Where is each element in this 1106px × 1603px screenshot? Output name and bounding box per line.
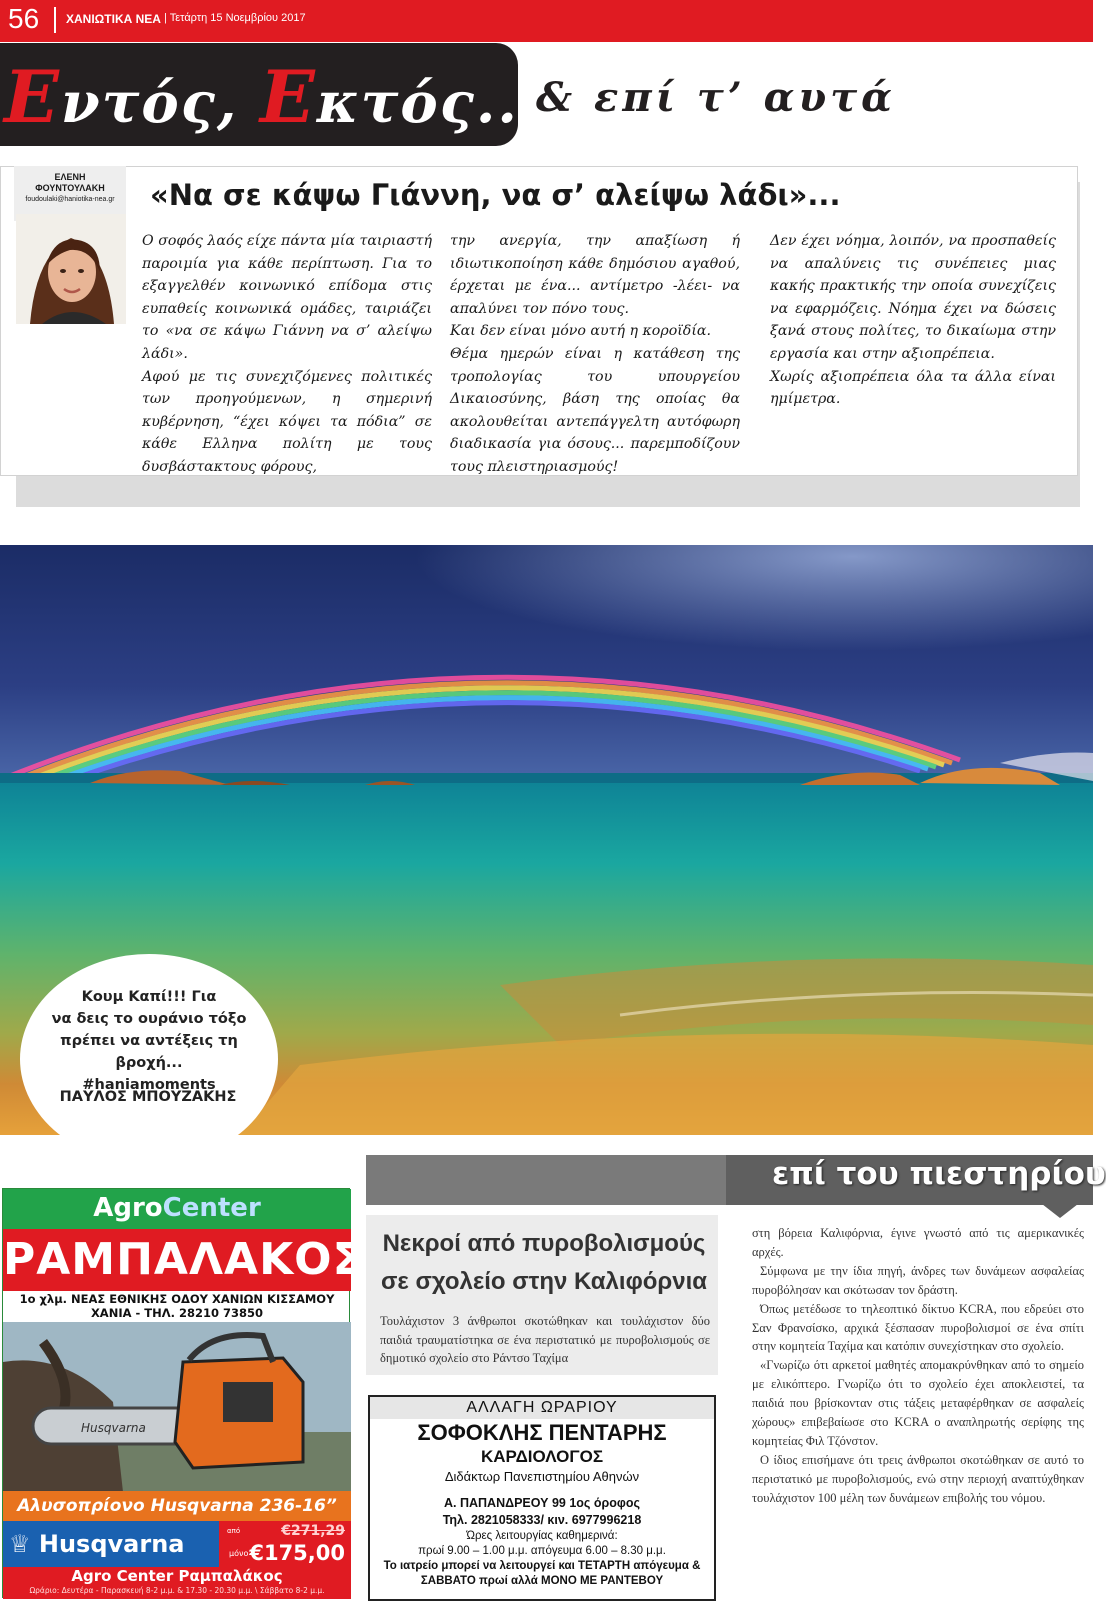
opinion-paragraph: Δεν έχει νόημα, λοιπόν, να προσπαθείς να απαλύνεις τις συνέπειες μιας κακής πρακτικής την οποία συνεχίζεις να εφαρμόζεις. Νόημα έχει να δώσεις ξανά στους πολίτες, το δικαίωμα στην εργασία και στην αξιοπρέπεια. (770, 233, 1056, 362)
photo-caption-line: να δεις το ουράνιο τόξο (51, 1011, 247, 1027)
ad-product-model: Αλυσοπρίονο Husqvarna 236-16” (3, 1491, 351, 1521)
opinion-paragraph: Θέμα ημερών είναι η κατάθεση της τροπολογίας του υπουργείου Δικαιοσύνης, βάση της οποίας θα ακολουθείται αντεπάγγελτη αυτόφωρη διαδικασία για όσους... παρεμποδίζουν τους πλειστηριασμούς! (450, 345, 740, 475)
ad-footer-name: Agro Center Ραμπαλάκος (71, 1567, 283, 1585)
ad-opening-hours: Ωράριο: Δευτέρα - Παρασκευή 8-2 μ.μ. & 17.30 - 20.30 μ.μ. \ Σάββατο 8-2 μ.μ. (29, 1586, 325, 1595)
opinion-paragraph: Χωρίς αξιοπρέπεια όλα τα άλλα είναι ημίμετρα. (770, 368, 1056, 408)
notice-heading: ΑΛΛΑΓΗ ΩΡΑΡΙΟΥ (370, 1397, 714, 1419)
newspaper-name: ΧΑΝΙΩΤΙΚΑ ΝΕΑ (66, 12, 161, 26)
ad-brand-logo (3, 1189, 351, 1229)
doctor-notice (368, 1395, 716, 1601)
opinion-headline: «Να σε κάψω Γιάννη, να σ’ αλείψω λάδι»... (150, 178, 841, 212)
ad-new-price: €175,00 (249, 1541, 345, 1565)
opinion-paragraph: την ανεργία, την απαξίωση ή ιδιωτικοποίηση κάθε δημόσιου αγαθού, έρχεται με ένα... αντίμετρο -λέει- να απαλύνει τον πόνο τους. (450, 233, 740, 317)
opinion-paragraph: Και δεν είναι μόνο αυτή η κοροϊδία. (450, 323, 711, 340)
author-avatar (16, 214, 126, 324)
photographer-credit: ΠΑΥΛΟΣ ΜΠΟΥΖΑΚΗΣ (59, 1089, 237, 1105)
opening-hours-label: Ώρες λειτουργίας καθημερινά: (466, 1530, 618, 1542)
husqvarna-logo (3, 1521, 219, 1567)
chainsaw-brand-text: Husqvarna (81, 1421, 146, 1435)
husqvarna-logo-text: Husqvarna (38, 1530, 185, 1558)
opening-hours: πρωί 9.00 – 1.00 μ.μ. απόγευμα 6.00 – 8.30 μ.μ. (418, 1545, 666, 1557)
doctor-phones: Τηλ. 2821058333/ κιν. 6977996218 (442, 1513, 642, 1527)
husqvarna-crown-icon: ♕ (9, 1530, 31, 1558)
ad-store-name: ΡΑΜΠΑΛΑΚΟΣ (3, 1229, 351, 1291)
issue-date: | Τετάρτη 15 Νοεμβρίου 2017 (164, 12, 306, 24)
ad-price-from-label: από (227, 1527, 241, 1535)
column-subtitle: & επί τ’ αυτά (536, 74, 896, 121)
chainsaw-image (3, 1322, 351, 1492)
author-name: ΕΛΕΝΗ ΦΟΥΝΤΟΥΛΑΚΗ (35, 172, 105, 193)
ad-price-box (219, 1521, 351, 1567)
column-title-initial-2: Ε (259, 54, 317, 139)
news-headline (376, 1225, 712, 1301)
news-paragraph: Όπως μετέδωσε το τηλεοπτικό δίκτυο KCRA, που εδρεύει στο Σαν Φρανσίσκο, αρχικά ξέσπασαν πυροβολισμοί σε ένα σπίτι στην κομητεία Ταχίμα και κατόπιν συνεχίστηκαν στο σχολείο. (752, 1301, 1084, 1354)
opinion-column-2 (450, 230, 740, 475)
photo-caption-line: Κουμ Καπί!!! Για (81, 989, 217, 1005)
ad-brand-center: Center (162, 1193, 261, 1223)
news-paragraph: στη βόρεια Καλιφόρνια, έγινε γνωστό από τις αμερικανικές αρχές. (752, 1226, 1084, 1259)
news-body (752, 1224, 1084, 1508)
header-divider (54, 7, 56, 33)
appointment-note: Το ιατρείο μπορεί να λειτουργεί και ΤΕΤΑΡΤΗ απόγευμα & (383, 1560, 701, 1572)
ad-price-only-label: μόνο (229, 1549, 249, 1558)
column-title (4, 54, 540, 139)
opinion-column-3 (770, 230, 1056, 411)
photo-caption-line: βροχή... (115, 1055, 183, 1071)
news-headline-line: Νεκροί από πυροβολισμούς (382, 1230, 706, 1257)
doctor-specialty: ΚΑΡΔΙΟΛΟΓΟΣ (480, 1447, 604, 1466)
press-section-notch (1042, 1204, 1078, 1218)
ad-address-line: 1ο χλμ. ΝΕΑΣ ΕΘΝΙΚΗΣ ΟΔΟΥ ΧΑΝΙΩΝ ΚΙΣΣΑΜΟΥ (19, 1292, 335, 1306)
ad-footer (3, 1567, 351, 1599)
opinion-paragraph: Ο σοφός λαός είχε πάντα μία ταιριαστή παροιμία για κάθε περίπτωση. Για το εξαγγελθέν κοινωνικό επίδομα στις ευπαθείς κοινωνικά ομάδες, ταιριάζει το «να σε κάψω Γιάννη να σ’ αλείψω λάδι». (142, 233, 432, 362)
ad-old-price: €271,29 (281, 1523, 345, 1539)
column-title-word-2: κτός... (316, 70, 541, 136)
press-section-bar (366, 1155, 726, 1205)
doctor-name: ΣΟΦΟΚΛΗΣ ΠΕΝΤΑΡΗΣ (417, 1420, 667, 1445)
page-number: 56 (8, 3, 40, 34)
photo-hashtag: #haniamoments (82, 1077, 216, 1093)
opinion-paragraph: Αφού με τις συνεχιζόμενες πολιτικές των προηγούμενων, η σημερινή κυβέρνηση, “έχει κόψει τα πόδια” σε κάθε Ελληνα πολίτη με τους δυσβάστακτους φόρους, (142, 368, 432, 475)
doctor-address: Α. ΠΑΠΑΝΔΡΕΟΥ 99 1ος όροφος (444, 1496, 640, 1510)
author-byline (14, 166, 126, 221)
column-title-initial-1: Ε (4, 54, 61, 139)
appointment-note: ΣΑΒΒΑΤΟ πρωί αλλά ΜΟΝΟ ΜΕ ΡΑΝΤΕΒΟΥ (420, 1575, 664, 1587)
news-lead: Τουλάχιστον 3 άνθρωποι σκοτώθηκαν και τουλάχιστον δύο παιδιά τραυματίστηκα σε ένα περιστατικό με πυροβολισμούς σε δημοτικό σχολείο στο Ράντσο Ταχίμα (380, 1314, 710, 1365)
ad-address (3, 1292, 351, 1320)
news-paragraph: Ο ίδιος επισήμανε ότι τρεις άνθρωποι σκοτώθηκαν σε αυτό το περιστατικό με πυροβολισμούς, ενώ στην περιοχή αναπτύχθηκαν τουλάχιστον 100 μέλη των δυνάμεων επιβολής του νόμου. (752, 1452, 1084, 1505)
author-email: foudoulaki@haniotika-nea.gr (25, 196, 115, 203)
page-header-bar (0, 0, 1093, 42)
doctor-degree: Διδάκτωρ Πανεπιστημίου Αθηνών (444, 1469, 640, 1484)
news-paragraph: Σύμφωνα με την ίδια πηγή, άνδρες των δυνάμεων ασφαλείας πυροβόλησαν και σκότωσαν τον δράστη. (752, 1263, 1084, 1297)
ad-address-line: ΧΑΝΙΑ - ΤΗΛ. 28210 73850 (90, 1306, 264, 1320)
photo-caption (20, 954, 278, 1164)
press-section-title: επί του πιεστηρίου (772, 1156, 1106, 1192)
agrocenter-advertisement (2, 1188, 364, 1598)
column-title-word-1: ντός, (60, 70, 239, 136)
news-paragraph: «Γνωρίζω ότι αρκετοί μαθητές απομακρύνθηκαν από το σημείο με ελικόπτερο. Γνωρίζω ότι το σχολείο έχει αποκλειστεί, τα παιδιά που βρίσκονταν στις τάξεις μεταφέρθηκαν σε ασφαλείς χώρους» επιβεβαίωσε στο KCRA ο αναπληρωτής σερίφης της κομητείας Φιλ Τζόνστον. (752, 1358, 1084, 1448)
news-headline-line: σε σχολείο στην Καλιφόρνια (380, 1268, 708, 1295)
photo-caption-line: πρέπει να αντέξεις τη (60, 1033, 238, 1049)
ad-brand-agro: Agro (93, 1193, 163, 1223)
opinion-column-1 (142, 230, 432, 479)
